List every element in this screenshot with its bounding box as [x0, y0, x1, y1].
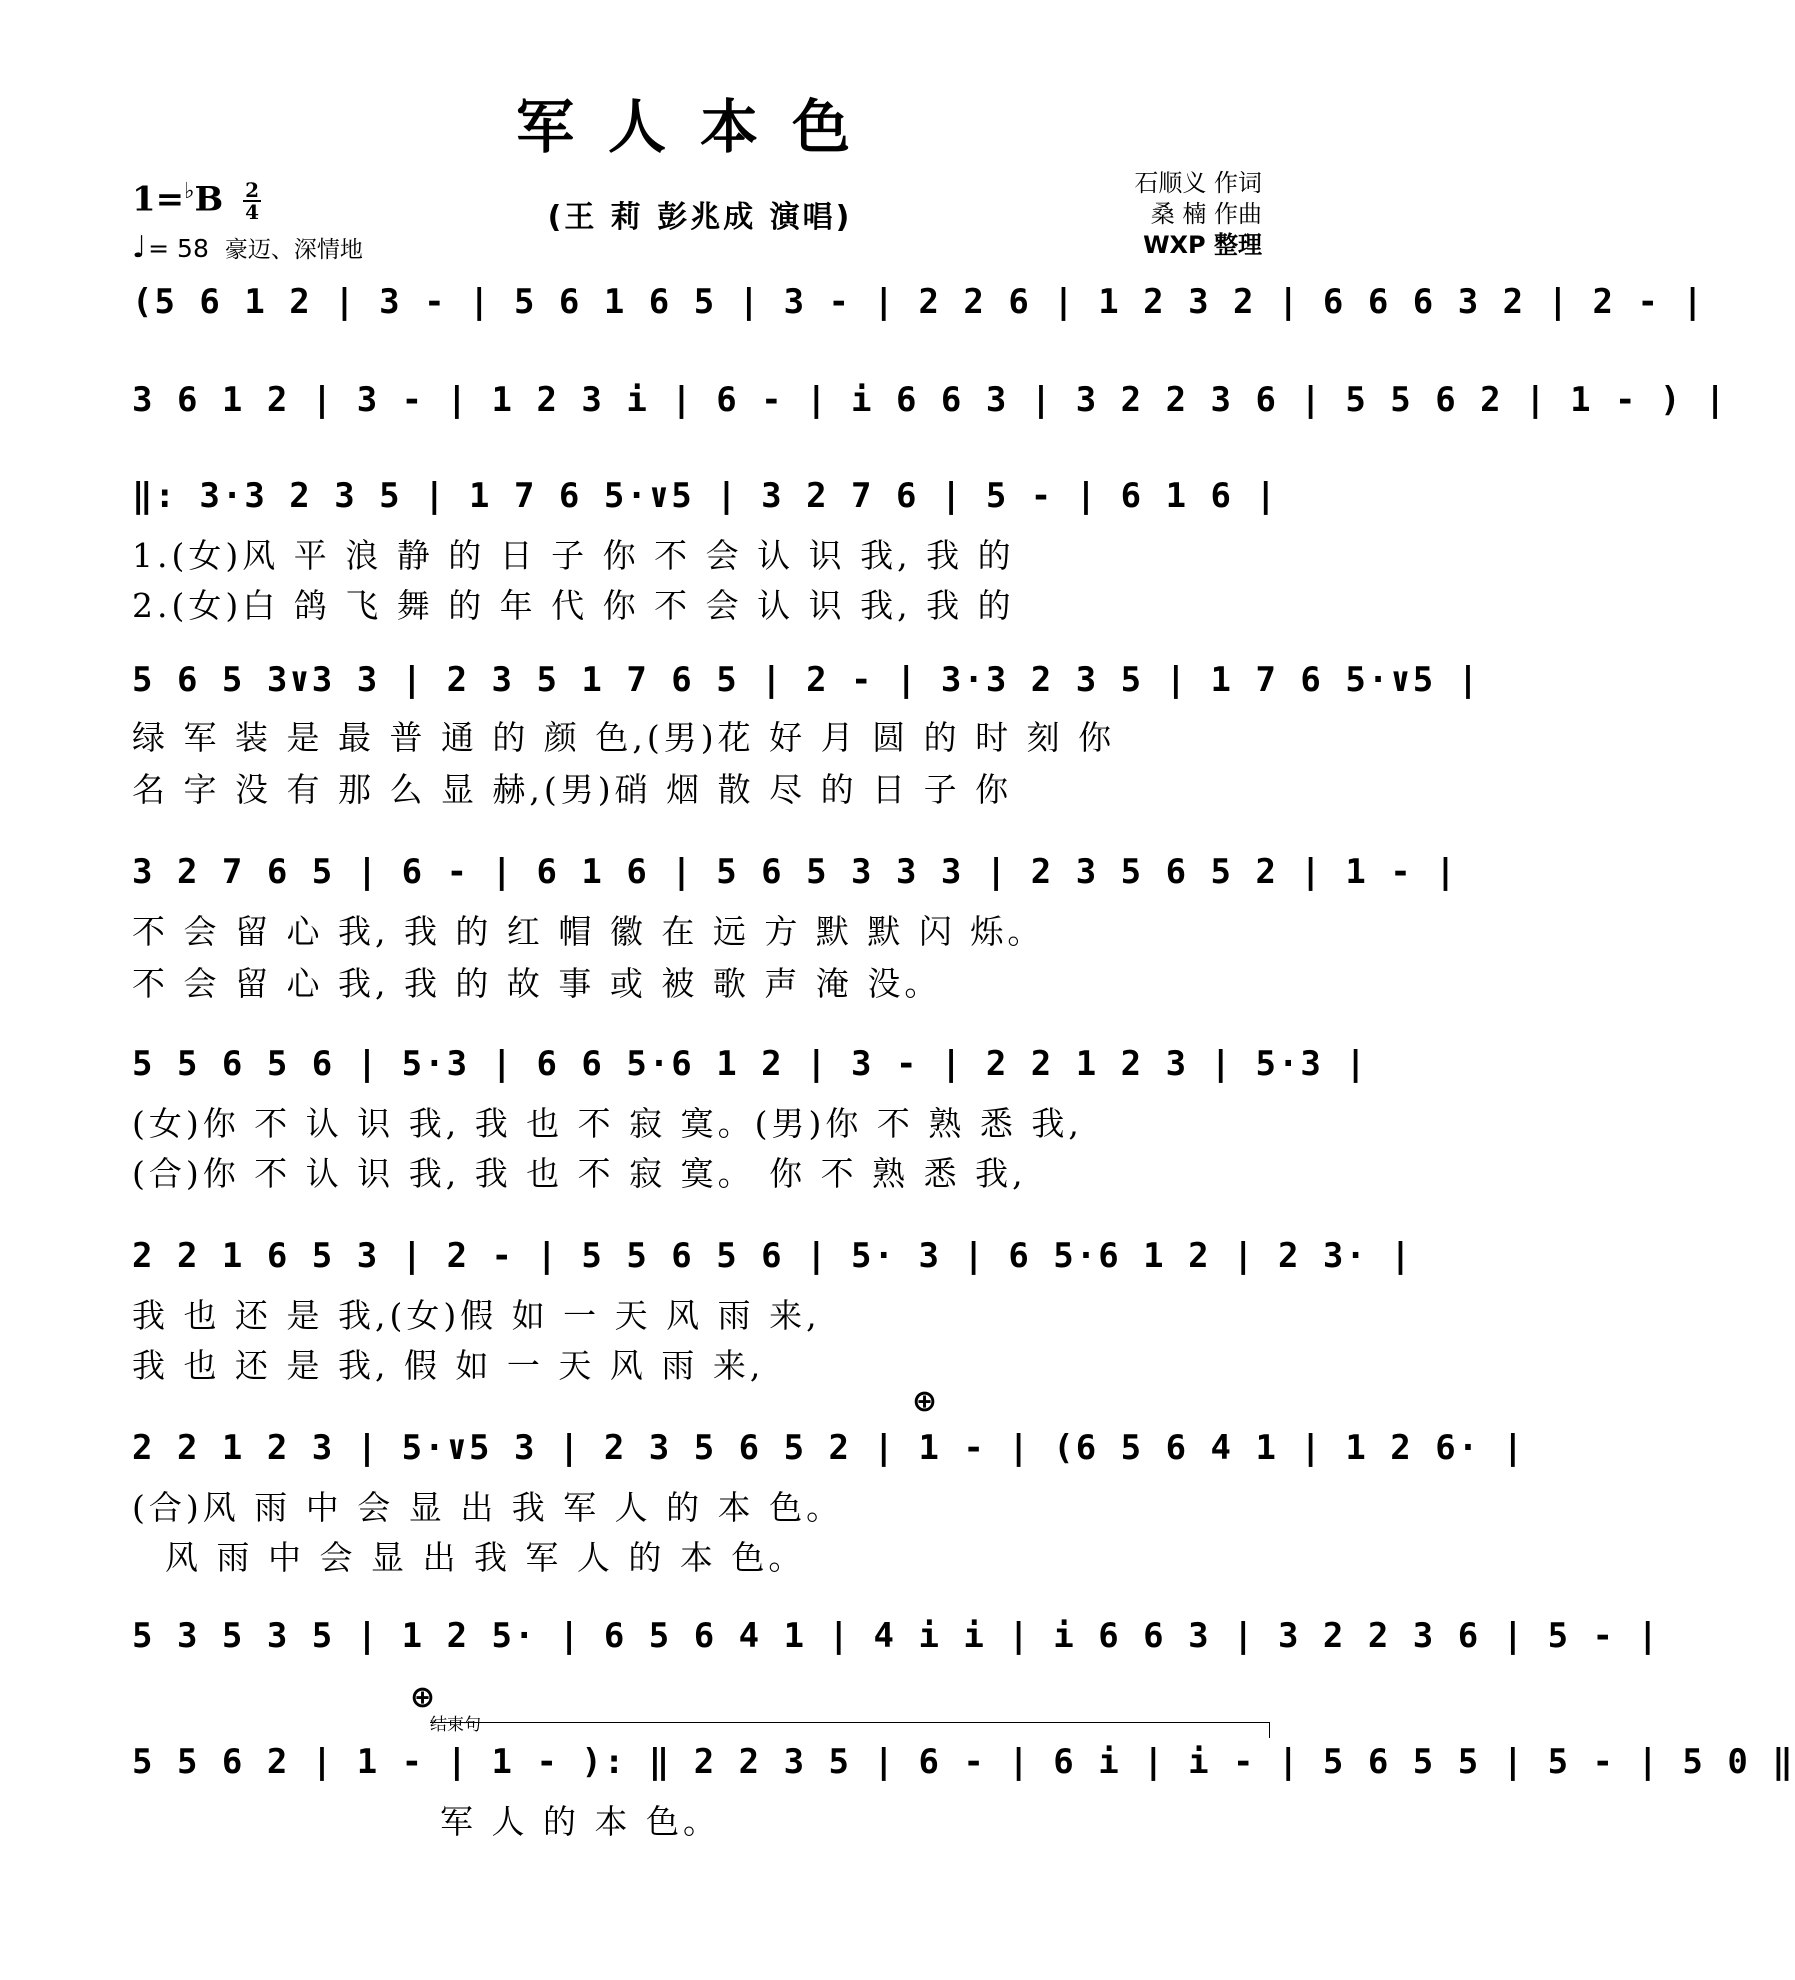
tempo-value: = 58: [148, 234, 209, 263]
lyrics-row: 不 会 留 心 我, 我 的 故 事 或 被 歌 声 淹 没。: [132, 964, 942, 1003]
lyrics-row: 名 字 没 有 那 么 显 赫,(男)硝 烟 散 尽 的 日 子 你: [132, 770, 1013, 809]
ending-bracket: [430, 1722, 1270, 1723]
lyrics-row: 不 会 留 心 我, 我 的 红 帽 徽 在 远 方 默 默 闪 烁。: [132, 912, 1045, 951]
lyrics-row: 2.(女)白 鸽 飞 舞 的 年 代 你 不 会 认 识 我, 我 的: [132, 586, 1015, 625]
quarter-note-icon: ♩: [132, 230, 147, 265]
melody-row-2: 3 6 1 2 | 3 - | 1 2 3 i | 6 - | i 6 6 3 | 3 2 2 3 6 | 5 5 6 2 | 1 - ) |: [132, 380, 1728, 420]
lyrics-row: 1.(女)风 平 浪 静 的 日 子 你 不 会 认 识 我, 我 的: [132, 536, 1015, 575]
ending-label: 结束句: [430, 1715, 481, 1735]
melody-row-8: 2 2 1 2 3 | 5·∨5 3 | 2 3 5 6 5 2 | 1 - | (6 5 6 4 1 | 1 2 6· |: [132, 1428, 1526, 1468]
page-title: 军人本色: [515, 93, 884, 161]
melody-row-7: 2 2 1 6 5 3 | 2 - | 5 5 6 5 6 | 5· 3 | 6 5·6 1 2 | 2 3· |: [132, 1236, 1413, 1276]
key-prefix: 1=: [132, 179, 185, 220]
lyrics-row: 绿 军 装 是 最 普 通 的 颜 色,(男)花 好 月 圆 的 时 刻 你: [132, 718, 1116, 757]
lyrics-row: 我 也 还 是 我, 假 如 一 天 风 雨 来,: [132, 1346, 765, 1385]
melody-row-6: 5 5 6 5 6 | 5·3 | 6 6 5·6 1 2 | 3 - | 2 2 1 2 3 | 5·3 |: [132, 1044, 1368, 1084]
key-note: B: [194, 179, 224, 220]
melody-row-1: (5 6 1 2 | 3 - | 5 6 1 6 5 | 3 - | 2 2 6 | 1 2 3 2 | 6 6 6 3 2 | 2 - |: [132, 282, 1705, 322]
coda-icon: ⊕: [410, 1680, 436, 1715]
time-top: 2: [245, 178, 260, 203]
composer-credit: 桑 楠 作曲: [1150, 200, 1262, 228]
melody-row-10: 5 5 6 2 | 1 - | 1 - ): ‖ 2 2 3 5 | 6 - | 6 i | i - | 5 6 5 5 | 5 - | 5 0 ‖: [132, 1742, 1795, 1782]
arranger-credit: WXP 整理: [1143, 231, 1262, 259]
lyrics-row: (合)你 不 认 识 我, 我 也 不 寂 寞。 你 不 熟 悉 我,: [132, 1154, 1027, 1193]
lyrics-row: (合)风 雨 中 会 显 出 我 军 人 的 本 色。: [132, 1488, 844, 1527]
tempo-marking: [132, 230, 363, 265]
melody-row-4: 5 6 5 3∨3 3 | 2 3 5 1 7 6 5 | 2 - | 3·3 2 3 5 | 1 7 6 5·∨5 |: [132, 660, 1481, 700]
lyrics-row: (女)你 不 认 识 我, 我 也 不 寂 寞。(男)你 不 熟 悉 我,: [132, 1104, 1083, 1143]
lyrics-row: 我 也 还 是 我,(女)假 如 一 天 风 雨 来,: [132, 1296, 821, 1335]
credits: [1134, 168, 1262, 261]
expression-marking: 豪迈、深情地: [224, 237, 363, 263]
lyricist-credit: 石顺义 作词: [1134, 169, 1262, 197]
lyrics-row: 风 雨 中 会 显 出 我 军 人 的 本 色。: [165, 1538, 806, 1577]
melody-row-9: 5 3 5 3 5 | 1 2 5· | 6 5 6 4 1 | 4 i i | i 6 6 3 | 3 2 2 3 6 | 5 - |: [132, 1616, 1660, 1656]
melody-row-5: 3 2 7 6 5 | 6 - | 6 1 6 | 5 6 5 3 3 3 | 2 3 5 6 5 2 | 1 - |: [132, 852, 1458, 892]
key-signature: [132, 178, 261, 225]
time-bottom: 4: [245, 200, 260, 225]
singers-line: (王 莉 彭兆成 演唱): [547, 200, 853, 235]
ending-bracket-end: [1269, 1722, 1270, 1738]
time-signature: [243, 178, 261, 225]
flat-icon: ♭: [184, 178, 195, 204]
melody-row-3: ‖: 3·3 2 3 5 | 1 7 6 5·∨5 | 3 2 7 6 | 5 - | 6 1 6 |: [132, 476, 1278, 516]
lyrics-row: 军 人 的 本 色。: [440, 1802, 720, 1841]
coda-icon: ⊕: [912, 1384, 938, 1419]
